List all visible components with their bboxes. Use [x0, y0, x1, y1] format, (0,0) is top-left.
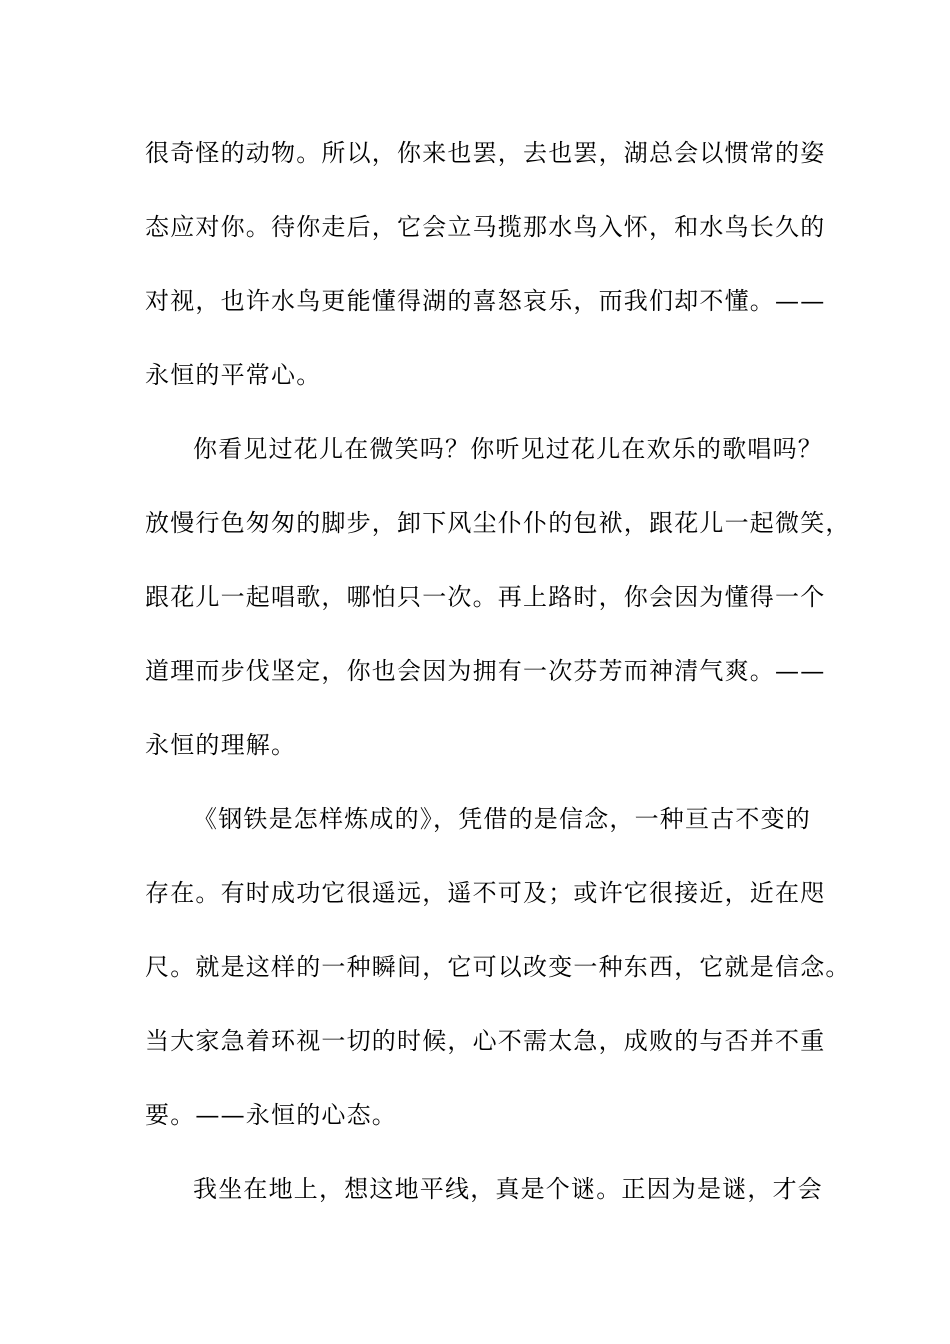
- body-text: [145, 124, 851, 1234]
- text-line: 当大家急着环视一切的时候，心不需太急，成败的与否并不重: [145, 1027, 826, 1055]
- text-line: 对视，也许水鸟更能懂得湖的喜怒哀乐，而我们却不懂。——: [145, 287, 826, 315]
- paragraph-start-line: 我坐在地上，想这地平线，真是个谜。正因为是谜，才会: [193, 1175, 823, 1203]
- text-line: 很奇怪的动物。所以，你来也罢，去也罢，湖总会以惯常的姿: [145, 139, 826, 167]
- paragraph-start-line: 你看见过花儿在微笑吗？你听见过花儿在欢乐的歌唱吗？: [193, 435, 823, 463]
- text-line: 道理而步伐坚定，你也会因为拥有一次芬芳而神清气爽。——: [145, 657, 826, 685]
- paragraph-start-line: 《钢铁是怎样炼成的》，凭借的是信念，一种亘古不变的: [193, 805, 811, 833]
- text-line: 永恒的平常心。: [145, 361, 322, 389]
- text-line: 跟花儿一起唱歌，哪怕只一次。再上路时，你会因为懂得一个: [145, 583, 826, 611]
- text-line: 要。——永恒的心态。: [145, 1101, 397, 1129]
- text-line: 存在。有时成功它很遥远，遥不可及；或许它很接近，近在咫: [145, 879, 826, 907]
- text-line: 永恒的理解。: [145, 731, 297, 759]
- text-line: 放慢行色匆匆的脚步，卸下风尘仆仆的包袱，跟花儿一起微笑，: [145, 509, 851, 537]
- text-line: 尺。就是这样的一种瞬间，它可以改变一种东西，它就是信念。: [145, 953, 851, 981]
- text-line: 态应对你。待你走后，它会立马揽那水鸟入怀，和水鸟长久的: [145, 213, 826, 241]
